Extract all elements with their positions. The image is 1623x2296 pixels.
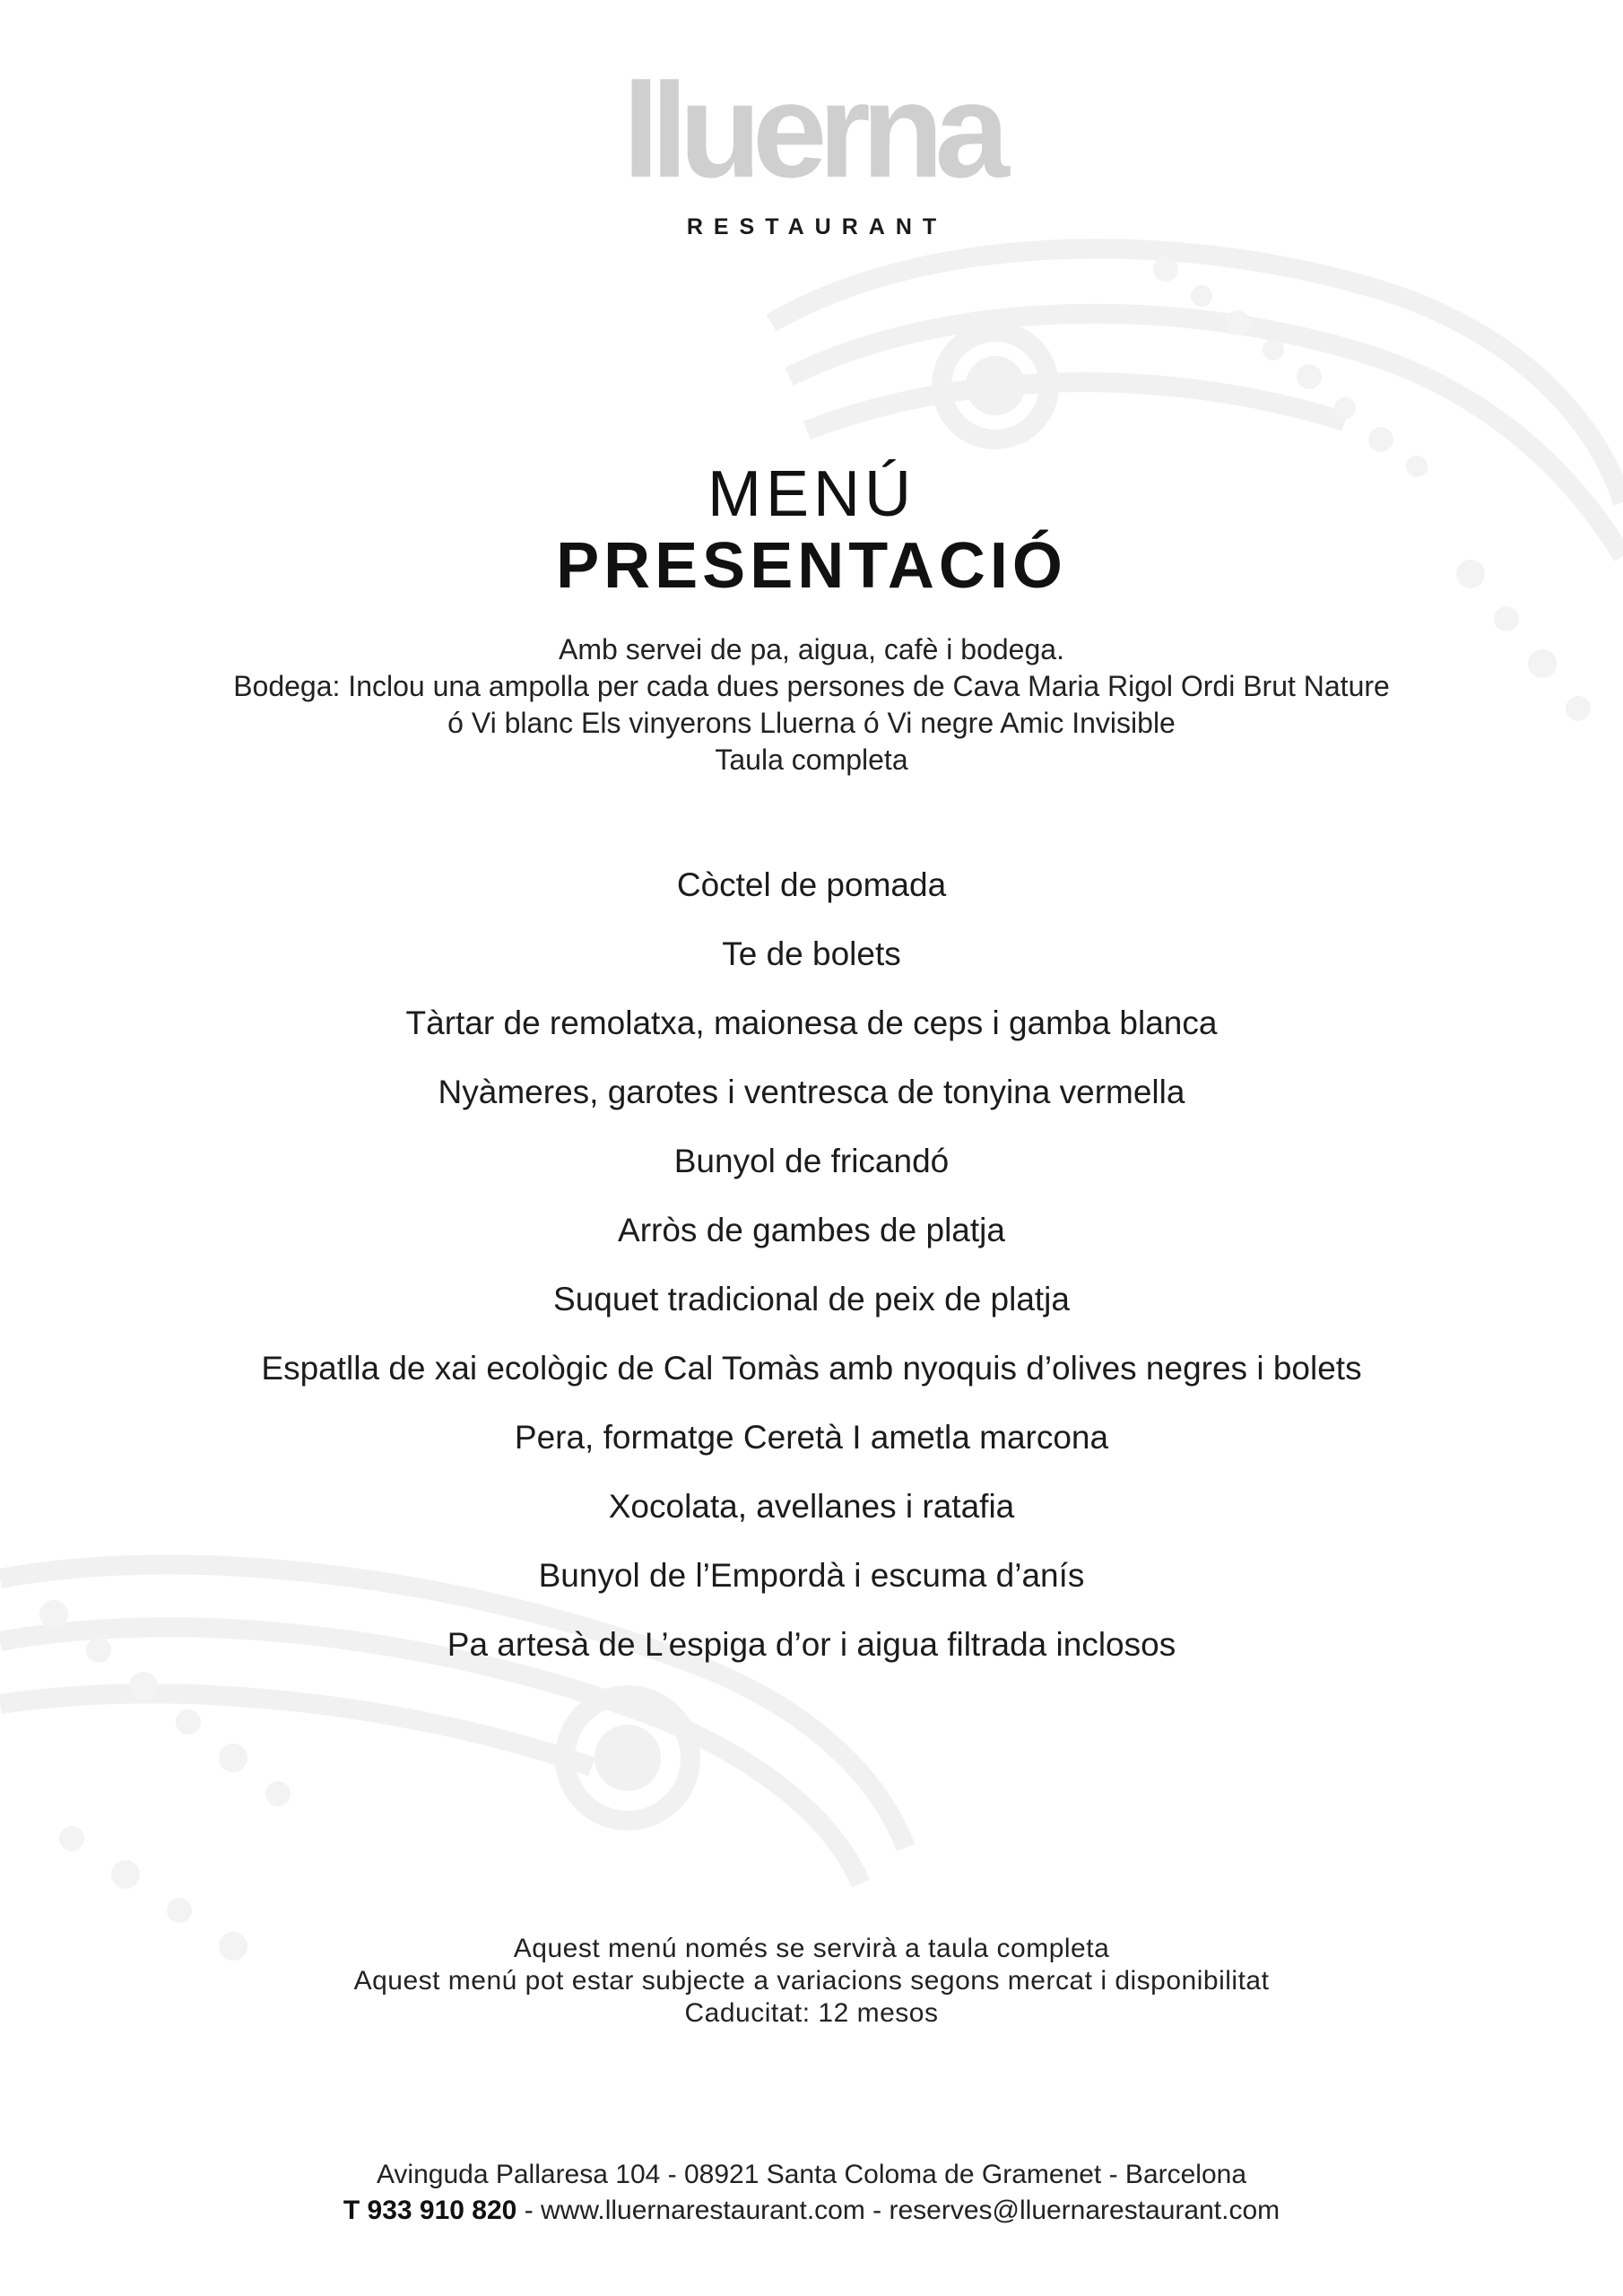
note-line: Aquest menú pot estar subjecte a variacions segons mercat i disponibilitat [353,1966,1270,1996]
menu-intro [0,631,1623,778]
menu-title-line2: PRESENTACIÓ [556,530,1067,602]
note-line: Aquest menú només se servirà a taula completa [513,1934,1110,1963]
page-footer [0,2157,1623,2229]
dish-item: Pera, formatge Ceretà I ametla marcona [514,1419,1109,1456]
brand-subtitle: RESTAURANT [686,214,948,239]
dish-item: Còctel de pomada [676,866,947,903]
brand-logo: lluerna [622,55,1001,205]
note-line: Caducitat: 12 mesos [684,1998,939,2028]
dish-item: Nyàmeres, garotes i ventresca de tonyina vermella [438,1074,1185,1110]
menu-title-line1: MENÚ [707,458,916,530]
dish-list [0,850,1623,1679]
menu-notes [0,1933,1623,2030]
intro-line: ó Vi blanc Els vinyerons Lluerna ó Vi negre Amic Invisible [447,707,1176,739]
footer-address: Avinguda Pallaresa 104 - 08921 Santa Coloma de Gramenet - Barcelona [376,2160,1247,2189]
footer-web-email: - www.lluernarestaurant.com - reserves@lluernarestaurant.com [516,2196,1280,2225]
dish-item: Espatlla de xai ecològic de Cal Tomàs amb nyoquis d’olives negres i bolets [261,1350,1362,1387]
dish-item: Arròs de gambes de platja [618,1212,1005,1248]
dish-item: Pa artesà de L’espiga d’or i aigua filtrada inclosos [447,1626,1176,1663]
dish-item: Xocolata, avellanes i ratafia [608,1488,1015,1525]
dish-item: Bunyol de l’Empordà i escuma d’anís [538,1557,1085,1594]
intro-line: Taula completa [715,744,908,776]
intro-line: Bodega: Inclou una ampolla per cada dues persones de Cava Maria Rigol Ordi Brut Nature [233,670,1390,702]
footer-contact [0,2193,1623,2229]
dish-item: Suquet tradicional de peix de platja [553,1281,1070,1318]
dish-item: Bunyol de fricandó [673,1143,950,1179]
footer-phone: T 933 910 820 [343,2196,517,2225]
intro-line: Amb servei de pa, aigua, cafè i bodega. [559,633,1064,665]
dish-item: Te de bolets [722,935,901,972]
dish-item: Tàrtar de remolatxa, maionesa de ceps i gamba blanca [405,1004,1218,1041]
